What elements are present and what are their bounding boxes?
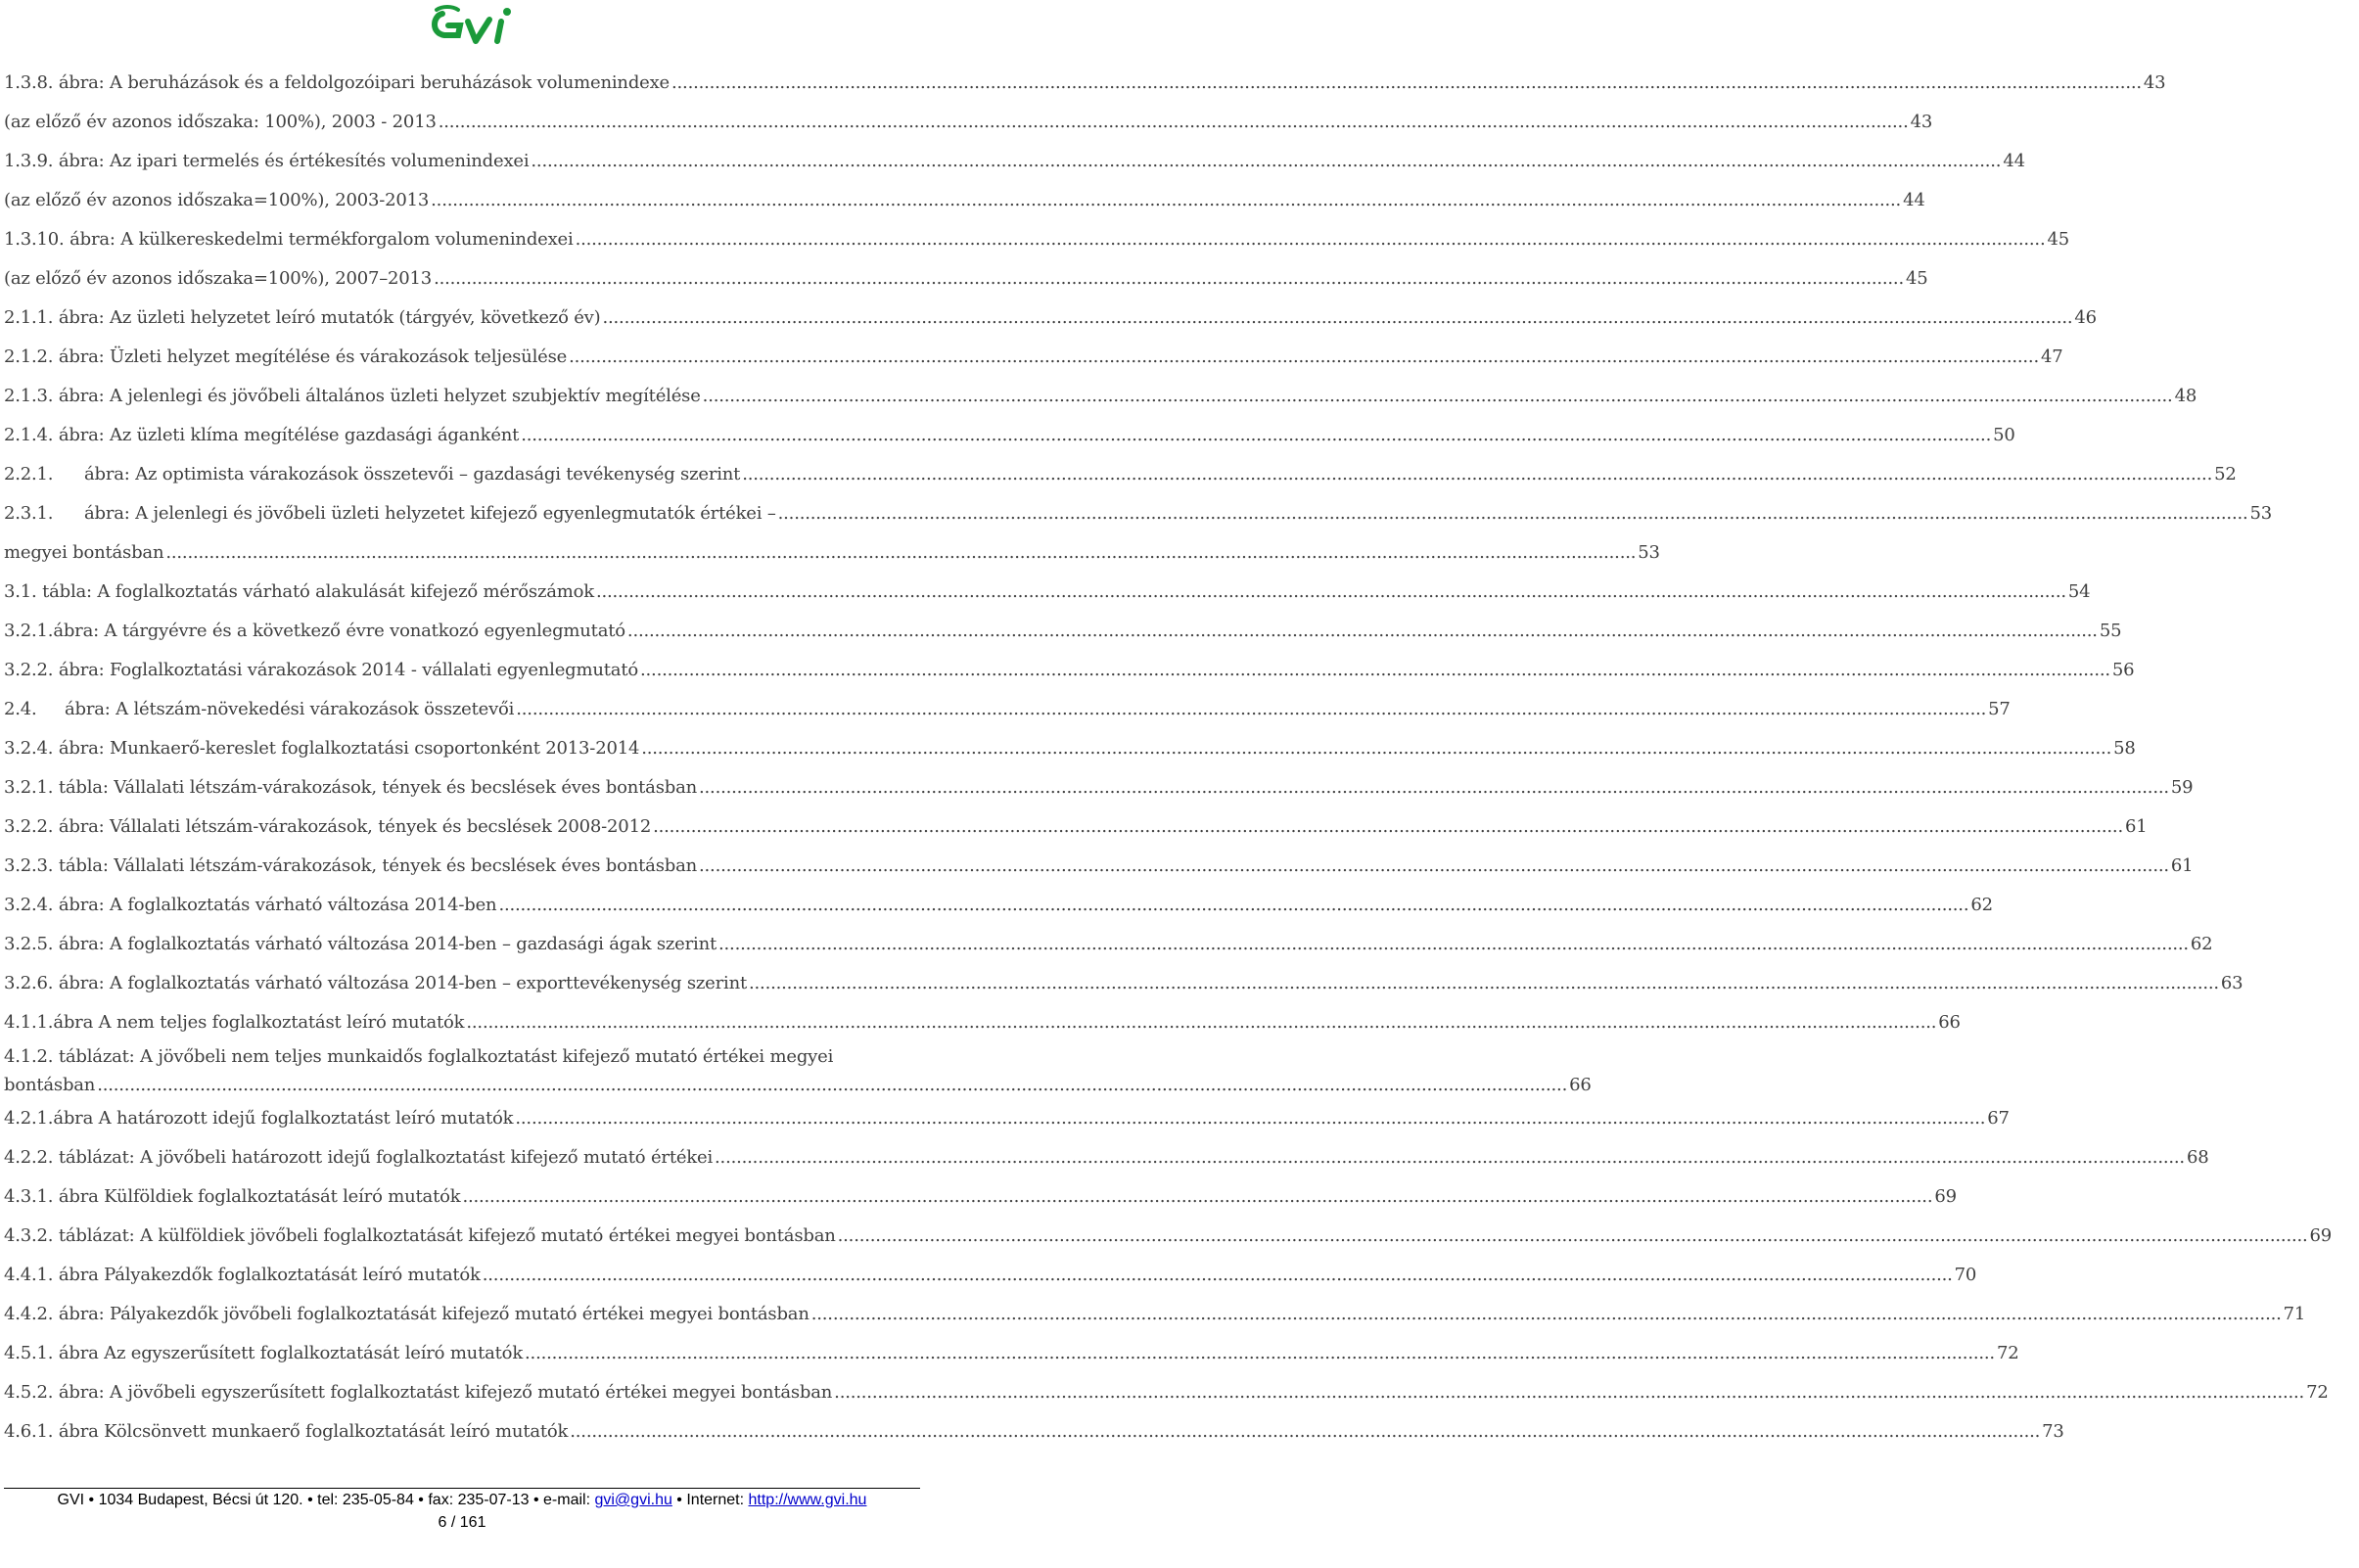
toc-entry-title: 4.3.1. ábra Külföldiek foglalkoztatását leíró mutatók bbox=[4, 1185, 461, 1207]
toc-entry[interactable] bbox=[4, 337, 2063, 376]
toc-entry[interactable] bbox=[4, 415, 2015, 454]
toc-entry[interactable] bbox=[4, 846, 2194, 885]
footer-email-link[interactable]: gvi@gvi.hu bbox=[594, 1492, 672, 1508]
toc-entry-page: 53 bbox=[1638, 541, 1660, 563]
dot-leader bbox=[431, 190, 1901, 210]
toc-entry-text bbox=[4, 229, 574, 250]
toc-entry-text bbox=[4, 1108, 513, 1129]
toc-entry-text bbox=[4, 72, 670, 93]
toc-entry-title: 3.2.3. tábla: Vállalati létszám-várakozások, tények és becslések éves bontásban bbox=[4, 854, 697, 876]
toc-entry[interactable] bbox=[4, 532, 1660, 572]
toc-entry-title: 1.3.8. ábra: A beruházások és a feldolgozóipari beruházások volumenindexe bbox=[4, 71, 670, 93]
dot-leader bbox=[97, 1075, 1567, 1095]
toc-entry-page: 43 bbox=[2143, 71, 2166, 93]
toc-entry[interactable] bbox=[4, 1176, 1957, 1216]
toc-entry-text bbox=[4, 1343, 523, 1363]
dot-leader bbox=[576, 229, 2046, 250]
toc-entry-title: (az előző év azonos időszaka=100%), 2003-2013 bbox=[4, 189, 430, 210]
toc-entry-page: 44 bbox=[1903, 189, 1925, 210]
toc-entry-text bbox=[4, 777, 697, 798]
toc-entry-number: 2.4. bbox=[4, 698, 37, 719]
toc-entry-text bbox=[4, 464, 740, 484]
toc-entry-number: 2.3.1. bbox=[4, 502, 54, 524]
toc-entry-text bbox=[4, 503, 776, 524]
dot-leader bbox=[515, 1108, 1985, 1129]
toc-entry[interactable] bbox=[4, 689, 2011, 728]
toc-entry-title: 2.1.4. ábra: Az üzleti klíma megítélése gazdasági áganként bbox=[4, 424, 520, 445]
toc-entry-page: 68 bbox=[2186, 1146, 2209, 1168]
toc-entry-page: 66 bbox=[1569, 1074, 1592, 1095]
dot-leader bbox=[641, 738, 2111, 759]
toc-entry-page: 46 bbox=[2074, 306, 2097, 328]
toc-entry-page: 61 bbox=[2124, 815, 2148, 837]
dot-leader bbox=[439, 112, 1909, 132]
dot-leader bbox=[718, 934, 2189, 954]
toc-entry-page: 62 bbox=[1970, 894, 1993, 915]
toc-entry-text bbox=[4, 1225, 836, 1246]
toc-entry-page: 69 bbox=[2309, 1224, 2333, 1246]
dot-leader bbox=[749, 973, 2219, 993]
dot-leader bbox=[653, 816, 2123, 837]
toc-entry-page: 70 bbox=[1954, 1264, 1977, 1285]
page-footer bbox=[4, 1488, 920, 1509]
dot-leader bbox=[715, 1147, 2185, 1168]
toc-entry[interactable] bbox=[4, 258, 1928, 298]
toc-entry-title: 3.2.1.ábra: A tárgyévre és a következő évre vonatkozó egyenlegmutató bbox=[4, 620, 625, 641]
toc-entry[interactable] bbox=[4, 376, 2197, 415]
toc-entry-title: 3.1. tábla: A foglalkoztatás várható alakulását kifejező mérőszámok bbox=[4, 580, 594, 602]
toc-entry-text bbox=[4, 855, 697, 876]
toc-entry[interactable] bbox=[4, 1294, 2306, 1333]
toc-entry-title: 4.4.2. ábra: Pályakezdők jövőbeli foglalkoztatását kifejező mutató értékei megyei bontásban bbox=[4, 1303, 809, 1324]
toc-entry-title: (az előző év azonos időszaka: 100%), 2003 - 2013 bbox=[4, 111, 437, 132]
dot-leader bbox=[742, 464, 2212, 484]
toc-entry-page: 72 bbox=[1996, 1342, 2019, 1363]
toc-entry-title: ábra: A létszám-növekedési várakozások összetevői bbox=[65, 698, 515, 719]
toc-entry-title: 2.1.2. ábra: Üzleti helyzet megítélése és várakozások teljesülése bbox=[4, 346, 568, 367]
dot-leader bbox=[483, 1265, 1953, 1285]
toc-entry-page: 54 bbox=[2067, 580, 2091, 602]
toc-entry-text bbox=[4, 190, 429, 210]
toc-entry-text bbox=[4, 973, 747, 993]
toc-entry-page: 61 bbox=[2170, 854, 2194, 876]
toc-entry-title: 3.2.1. tábla: Vállalati létszám-várakozások, tények és becslések éves bontásban bbox=[4, 776, 697, 798]
toc-entry-text bbox=[4, 542, 163, 563]
toc-entry-text bbox=[4, 660, 638, 680]
toc-entry-page: 72 bbox=[2306, 1381, 2329, 1403]
dot-leader bbox=[671, 72, 2142, 93]
toc-entry-text bbox=[4, 307, 600, 328]
toc-entry[interactable] bbox=[4, 219, 2069, 258]
toc-entry-page: 53 bbox=[2249, 502, 2273, 524]
toc-entry-page: 69 bbox=[1934, 1185, 1957, 1207]
dot-leader bbox=[703, 386, 2173, 406]
dot-leader bbox=[778, 503, 2248, 524]
toc-entry-page: 48 bbox=[2174, 385, 2197, 406]
toc-entry-title: 3.2.6. ábra: A foglalkoztatás várható változása 2014-ben – exporttevékenység szerint bbox=[4, 972, 748, 993]
toc-entry-page: 55 bbox=[2099, 620, 2122, 641]
toc-entry-text bbox=[4, 1186, 460, 1207]
footer-internet-label: • Internet: bbox=[671, 1492, 749, 1508]
toc-entry-text bbox=[4, 1012, 464, 1033]
toc-entry-page: 73 bbox=[2042, 1420, 2064, 1442]
dot-leader bbox=[498, 895, 1968, 915]
toc-entry[interactable] bbox=[4, 611, 2122, 650]
toc-entry-page: 66 bbox=[1938, 1011, 1961, 1033]
toc-entry-text bbox=[4, 581, 594, 602]
toc-entry-page: 62 bbox=[2190, 933, 2213, 954]
page-indicator: 6 / 161 bbox=[438, 1514, 486, 1531]
toc-entry-title: 4.4.1. ábra Pályakezdők foglalkoztatását leíró mutatók bbox=[4, 1264, 481, 1285]
toc-entry-page: 59 bbox=[2170, 776, 2194, 798]
dot-leader bbox=[165, 542, 1636, 563]
footer-address: GVI • 1034 Budapest, Bécsi út 120. • tel: 235-05-84 • fax: 235-07-13 • e-mail: bbox=[57, 1492, 595, 1508]
toc-entry-title: 4.1.2. táblázat: A jövőbeli nem teljes munkaidős foglalkoztatást kifejező mutató értékei megyei bbox=[4, 1046, 834, 1067]
toc-entry-page: 56 bbox=[2111, 659, 2135, 680]
toc-entry-text bbox=[4, 112, 437, 132]
toc-entry-text bbox=[4, 425, 519, 445]
toc-entry-title: ábra: A jelenlegi és jövőbeli üzleti helyzetet kifejező egyenlegmutatók értékei – bbox=[84, 502, 776, 524]
toc-entry-text bbox=[4, 1304, 809, 1324]
toc-entry[interactable] bbox=[4, 728, 2136, 767]
toc-entry-title: (az előző év azonos időszaka=100%), 2007–2013 bbox=[4, 267, 433, 289]
toc-entry-text bbox=[4, 895, 496, 915]
toc-entry-title: 3.2.2. ábra: Vállalati létszám-várakozások, tények és becslések 2008-2012 bbox=[4, 815, 652, 837]
toc-entry[interactable] bbox=[4, 885, 1993, 924]
toc-entry[interactable] bbox=[4, 767, 2194, 807]
gvi-logo bbox=[429, 4, 517, 47]
toc-entry-title: 2.1.3. ábra: A jelenlegi és jövőbeli általános üzleti helyzet szubjektív megítélése bbox=[4, 385, 701, 406]
dot-leader bbox=[838, 1225, 2308, 1246]
toc-entry[interactable] bbox=[4, 454, 2237, 493]
toc-entry-title: 4.2.1.ábra A határozott idejű foglalkoztatást leíró mutatók bbox=[4, 1107, 514, 1129]
toc-entry-title: 1.3.10. ábra: A külkereskedelmi termékforgalom volumenindexei bbox=[4, 228, 574, 250]
toc-entry[interactable] bbox=[4, 572, 2091, 611]
toc-entry[interactable] bbox=[4, 180, 1925, 219]
toc-entry[interactable] bbox=[4, 1372, 2329, 1411]
toc-entry[interactable] bbox=[4, 141, 2025, 180]
toc-entry[interactable] bbox=[4, 924, 2213, 963]
toc-entry-line bbox=[4, 1041, 940, 1071]
dot-leader bbox=[811, 1304, 2282, 1324]
toc-entry-page: 47 bbox=[2040, 346, 2063, 367]
dot-leader bbox=[569, 346, 2039, 367]
toc-entry[interactable] bbox=[4, 63, 2166, 102]
toc-entry-text bbox=[4, 621, 625, 641]
toc-entry[interactable] bbox=[4, 1002, 1961, 1041]
toc-entry-title: bontásban bbox=[4, 1074, 96, 1095]
toc-entry-title: 3.2.5. ábra: A foglalkoztatás várható változása 2014-ben – gazdasági ágak szerint bbox=[4, 933, 717, 954]
dot-leader bbox=[834, 1382, 2304, 1403]
toc-entry-text bbox=[4, 699, 514, 719]
dot-leader bbox=[531, 151, 2001, 171]
toc-entry-title: 1.3.9. ábra: Az ipari termelés és értékesítés volumenindexei bbox=[4, 150, 530, 171]
dot-leader bbox=[699, 777, 2169, 798]
dot-leader bbox=[516, 699, 1986, 719]
toc-entry-page: 43 bbox=[1910, 111, 1933, 132]
toc-entry[interactable] bbox=[4, 1098, 2010, 1137]
toc-entry-page: 71 bbox=[2283, 1303, 2306, 1324]
toc-entry-title: 4.1.1.ábra A nem teljes foglalkoztatást leíró mutatók bbox=[4, 1011, 465, 1033]
toc-entry-page: 58 bbox=[2113, 737, 2136, 759]
table-of-figures bbox=[4, 63, 2333, 1451]
toc-entry-page: 45 bbox=[2047, 228, 2069, 250]
toc-entry[interactable] bbox=[4, 1041, 1592, 1098]
toc-entry[interactable] bbox=[4, 298, 2097, 337]
dot-leader bbox=[434, 268, 1904, 289]
dot-leader bbox=[525, 1343, 1995, 1363]
toc-entry-title: ábra: Az optimista várakozások összetevői – gazdasági tevékenység szerint bbox=[84, 463, 741, 484]
toc-entry-text bbox=[4, 386, 701, 406]
toc-entry-page: 44 bbox=[2003, 150, 2025, 171]
toc-entry-page: 50 bbox=[1993, 424, 2015, 445]
toc-entry-text bbox=[4, 1147, 713, 1168]
footer-contact bbox=[4, 1492, 920, 1509]
toc-entry-title: 3.2.4. ábra: A foglalkoztatás várható változása 2014-ben bbox=[4, 894, 497, 915]
toc-entry-text bbox=[4, 346, 567, 367]
toc-entry-title: 4.6.1. ábra Kölcsönvett munkaerő foglalkoztatását leíró mutatók bbox=[4, 1420, 569, 1442]
toc-entry-title: megyei bontásban bbox=[4, 541, 164, 563]
toc-entry[interactable] bbox=[4, 102, 1933, 141]
toc-entry[interactable] bbox=[4, 1255, 1977, 1294]
toc-entry-text bbox=[4, 1265, 481, 1285]
toc-entry-title: 4.3.2. táblázat: A külföldiek jövőbeli foglalkoztatását kifejező mutató értékei megyei bontásban bbox=[4, 1224, 836, 1246]
footer-url-link[interactable]: http://www.gvi.hu bbox=[748, 1492, 867, 1508]
dot-leader bbox=[640, 660, 2110, 680]
toc-entry-text bbox=[4, 1421, 568, 1442]
toc-entry-text bbox=[4, 1382, 832, 1403]
toc-entry-text bbox=[4, 934, 717, 954]
toc-entry-page: 52 bbox=[2214, 463, 2237, 484]
dot-leader bbox=[627, 621, 2098, 641]
toc-entry-page: 45 bbox=[1905, 267, 1928, 289]
toc-entry-text bbox=[4, 816, 651, 837]
toc-entry-page: 63 bbox=[2220, 972, 2243, 993]
dot-leader bbox=[462, 1186, 1932, 1207]
toc-entry[interactable] bbox=[4, 1333, 2019, 1372]
toc-entry[interactable] bbox=[4, 1216, 2333, 1255]
toc-entry-title: 4.5.2. ábra: A jövőbeli egyszerűsített foglalkoztatást kifejező mutató értékei megyei bontásban bbox=[4, 1381, 833, 1403]
dot-leader bbox=[699, 855, 2169, 876]
toc-entry-number: 2.2.1. bbox=[4, 463, 54, 484]
toc-entry-text bbox=[4, 151, 529, 171]
toc-entry-text bbox=[4, 738, 639, 759]
dot-leader bbox=[570, 1421, 2040, 1442]
toc-entry-title: 4.2.2. táblázat: A jövőbeli határozott idejű foglalkoztatást kifejező mutató értékei bbox=[4, 1146, 714, 1168]
dot-leader bbox=[466, 1012, 1936, 1033]
toc-entry-title: 2.1.1. ábra: Az üzleti helyzetet leíró mutatók (tárgyév, következő év) bbox=[4, 306, 601, 328]
toc-entry[interactable] bbox=[4, 493, 2273, 532]
toc-entry-page: 57 bbox=[1988, 698, 2011, 719]
toc-entry[interactable] bbox=[4, 1411, 2064, 1451]
dot-leader bbox=[596, 581, 2066, 602]
dot-leader bbox=[602, 307, 2072, 328]
toc-entry-line bbox=[4, 1071, 1592, 1098]
dot-leader bbox=[521, 425, 1991, 445]
toc-entry-title: 4.5.1. ábra Az egyszerűsített foglalkoztatását leíró mutatók bbox=[4, 1342, 524, 1363]
toc-entry-text bbox=[4, 268, 432, 289]
toc-entry-title: 3.2.2. ábra: Foglalkoztatási várakozások 2014 - vállalati egyenlegmutató bbox=[4, 659, 638, 680]
toc-entry[interactable] bbox=[4, 963, 2243, 1002]
toc-entry-title: 3.2.4. ábra: Munkaerő-kereslet foglalkoztatási csoportonként 2013-2014 bbox=[4, 737, 640, 759]
toc-entry[interactable] bbox=[4, 807, 2148, 846]
toc-entry[interactable] bbox=[4, 1137, 2209, 1176]
toc-entry[interactable] bbox=[4, 650, 2135, 689]
toc-entry-page: 67 bbox=[1987, 1107, 2010, 1129]
